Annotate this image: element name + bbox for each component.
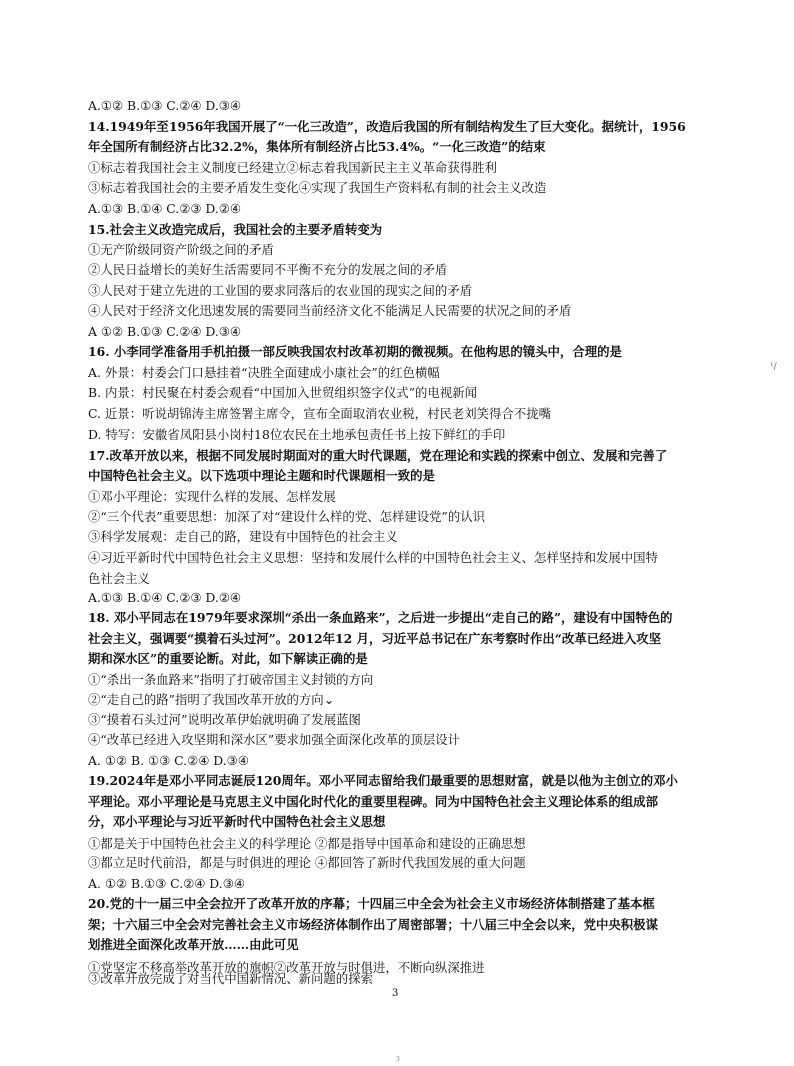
question-line: 社会主义，强调要“摸着石头过河”。2012年12 月，习近平总书记在广东考察时作出“改革已经进入攻坚 [88, 631, 662, 646]
text-line: D. 特写：安徽省凤阳县小岗村18位农民在土地承包责任书上按下鲜红的手印 [88, 427, 506, 442]
text-line: C. 近景：听说胡锦涛主席签署主席令，宣布全面取消农业税，村民老刘笑得合不拢嘴 [88, 406, 551, 421]
text-line: ③改革开放完成了对当代中国新情况、新问题的探索 [88, 970, 373, 986]
text-line: ③“摸着石头过河”说明改革伊始就明确了发展蓝图 [88, 712, 361, 727]
question-line: 19.2024年是邓小平同志诞辰120周年。邓小平同志留给我们最重要的思想财富，就是以他为主创立的邓小 [88, 773, 678, 788]
text-line: ③都立足时代前沿，都是与时俱进的理论 ④都回答了新时代我国发展的重大问题 [88, 855, 526, 870]
text-line: ②人民日益增长的美好生活需要同不平衡不充分的发展之间的矛盾 [88, 262, 448, 277]
page-marker: 3 [396, 1056, 400, 1063]
text-line: 色社会主义 [88, 571, 150, 586]
text-line: ③科学发展观：走自己的路，建设有中国特色的社会主义 [88, 529, 398, 544]
text-line: ③标志着我国社会的主要矛盾发生变化④实现了我国生产资料私有制的社会主义改造 [88, 180, 547, 195]
margin-mark: ¹/ [770, 362, 777, 372]
question-line: 划推进全面深化改革开放……由此可见 [88, 937, 299, 952]
answer-options: A.①③ B.①④ C.②③ D.②④ [88, 590, 242, 605]
text-line: ①“杀出一条血路来”指明了打破帝国主义封锁的方向 [88, 672, 374, 687]
answer-options: A.①③ B.①④ C.②③ D.②④ [88, 201, 242, 216]
question-line: 16. 小李同学准备用手机拍摄一部反映我国农村改革初期的微视频。在他构思的镜头中，合理的是 [88, 344, 622, 359]
text-line: ③人民对于建立先进的工业国的要求同落后的农业国的现实之间的矛盾 [88, 283, 473, 298]
question-line: 20.党的十一届三中全会拉开了改革开放的序幕；十四届三中全会为社会主义市场经济体制搭建了基本框 [88, 896, 655, 911]
question-line: 期和深水区”的重要论断。对此，如下解读正确的是 [88, 651, 368, 666]
answer-options: A. ①② B.①③ C.②④ D.③④ [88, 876, 245, 891]
question-line: 架；十六届三中全会对完善社会主义市场经济体制作出了周密部署；十八届三中全会以来，党中央积极谋 [88, 917, 658, 932]
text-line: ①无产阶级同资产阶级之间的矛盾 [88, 242, 274, 257]
question-line: 18. 邓小平同志在1979年要求深圳“杀出一条血路来”，之后进一步提出“走自己的路”，建设有中国特色的 [88, 610, 673, 625]
answer-options: A ①② B.①③ C.②④ D.③④ [88, 324, 242, 339]
question-line: 中国特色社会主义。以下选项中理论主题和时代课题相一致的是 [88, 468, 435, 483]
text-line: ④人民对于经济文化迅速发展的需要同当前经济文化不能满足人民需要的状况之间的矛盾 [88, 303, 572, 318]
text-line: ①党坚定不移高举改革开放的旗帜②改革开放与时俱进，不断向纵深推进 [88, 960, 485, 975]
answer-options: A.①② B.①③ C.②④ D.③④ [88, 98, 242, 113]
text-line: ②“走自己的路”指明了我国改革开放的方向⌄ [88, 692, 335, 707]
page-number: 3 [392, 988, 399, 999]
question-line: 年全国所有制经济占比32.2%，集体所有制经济占比53.4%。“一化三改造”的结束 [88, 139, 546, 154]
text-line: ①邓小平理论：实现什么样的发展、怎样发展 [88, 489, 336, 504]
text-line: B. 内景：村民聚在村委会观看“中国加入世贸组织签字仪式”的电视新闻 [88, 385, 477, 400]
text-line: ①标志着我国社会主义制度已经建立②标志着我国新民主主义革命获得胜利 [88, 160, 497, 175]
text-line: ④习近平新时代中国特色社会主义思想：坚持和发展什么样的中国特色社会主义、怎样坚持和发展中国特 [88, 550, 658, 565]
text-line: ④“改革已经进入攻坚期和深水区”要求加强全面深化改革的顶层设计 [88, 732, 460, 747]
text-line: ②“三个代表”重要思想：加深了对“建设什么样的党、怎样建设党”的认识 [88, 509, 486, 524]
answer-options: A. ①② B. ①③ C.②④ D.③④ [88, 753, 249, 768]
question-line: 15.社会主义改造完成后，我国社会的主要矛盾转变为 [88, 222, 383, 237]
question-line: 14.1949年至1956年我国开展了“一化三改造”，改造后我国的所有制结构发生了巨大变化。据统计，1956 [88, 119, 686, 134]
question-line: 平理论。邓小平理论是马克思主义中国化时代化的重要里程碑。同为中国特色社会主义理论体系的组成部 [88, 794, 658, 809]
question-line: 17.改革开放以来，根据不同发展时期面对的重大时代课题，党在理论和实践的探索中创立、发展和完善了 [88, 448, 668, 463]
question-line: 分，邓小平理论与习近平新时代中国特色社会主义思想 [88, 814, 386, 829]
text-line: ①都是关于中国特色社会主义的科学理论 ②都是指导中国革命和建设的正确思想 [88, 836, 526, 851]
text-line: A. 外景：村委会门口悬挂着“决胜全面建成小康社会”的红色横幅 [88, 365, 440, 380]
